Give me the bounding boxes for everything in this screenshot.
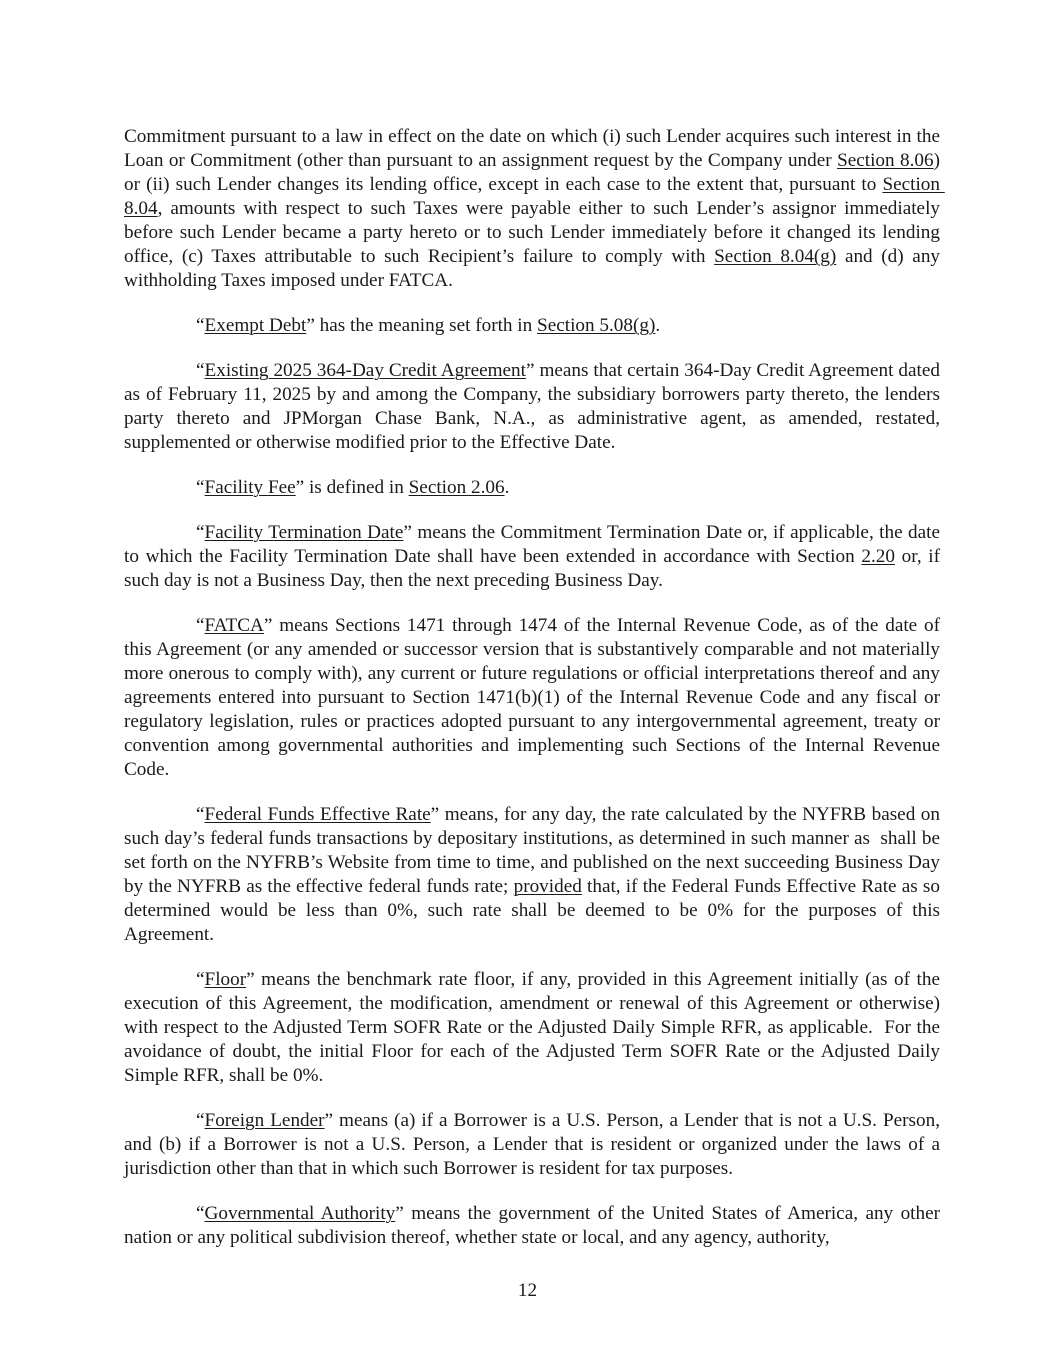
text-run: ” means that certain 364-Day Credit Agreement dated as of February 11, 2025 by and among the Company, the subsidiary borrowers party thereto, the lenders party thereto and JPMorgan Chase Bank, N.A., as administrative agent, as amended, restated, supplemented or otherwise modified prior to the Effective Date.: [124, 360, 945, 453]
defined-term: Facility Termination Date: [204, 522, 404, 543]
text-run: “: [196, 360, 205, 381]
defined-term: Governmental Authority: [204, 1203, 396, 1224]
definition-existing-2025-364-day-credit-agreement: [124, 359, 945, 455]
section-reference: Section 5.08(g): [537, 315, 656, 336]
defined-term: Exempt Debt: [204, 315, 307, 336]
text-run: ” is defined in: [295, 477, 409, 498]
proviso-term: provided: [513, 876, 582, 897]
paragraph-continuation: [124, 125, 945, 293]
text-run: “: [196, 1110, 205, 1131]
document-page: [124, 125, 945, 1271]
text-run: “: [196, 522, 205, 543]
definition-facility-fee: [124, 476, 940, 500]
text-run: “: [196, 315, 205, 336]
text-run: and (d) any withholding Taxes imposed under FATCA.: [124, 246, 945, 291]
text-run: “: [196, 477, 205, 498]
text-run: ) or (ii) such Lender changes its lending office, except in each case to the extent that, pursuant to: [124, 150, 945, 195]
definition-federal-funds-effective-rate: [124, 803, 945, 947]
text-run: that, if the Federal Funds Effective Rate as so determined would be less than 0%, such rate shall be deemed to be 0% for the purposes of this Agreement.: [124, 876, 945, 945]
text-run: ” has the meaning set forth in: [306, 315, 538, 336]
text-run: ” means the Commitment Termination Date or, if applicable, the date to which the Facility Termination Date shall have been extended in accordance with Section: [124, 522, 945, 567]
section-reference: Section 8.06: [837, 150, 934, 171]
text-run: “: [196, 969, 205, 990]
text-run: ” means Sections 1471 through 1474 of the Internal Revenue Code, as of the date of this Agreement (or any amended or successor version that is substantively comparable and not materially more onerous to comply with), any current or future regulations or official interpretations thereof and any agreements entered into pursuant to Section 1471(b)(1) of the Internal Revenue Code and any fiscal or regulatory legislation, rules or practices adopted pursuant to any intergovernmental agreement, treaty or convention among governmental authorities and implementing such Sections of the Internal Revenue Code.: [124, 615, 945, 780]
text-run: ” means the benchmark rate floor, if any, provided in this Agreement initially (as of the execution of this Agreement, the modification, amendment or renewal of this Agreement or otherwise) with respect to the Adjusted Term SOFR Rate or the Adjusted Daily Simple RFR, as applicable. For the avoidance of doubt, the initial Floor for each of the Adjusted Term SOFR Rate or the Adjusted Daily Simple RFR, shall be 0%.: [124, 969, 945, 1086]
defined-term: Floor: [204, 969, 247, 990]
text-run: “: [196, 1203, 205, 1224]
definition-governmental-authority: [124, 1202, 945, 1250]
text-run: ” means, for any day, the rate calculated by the NYFRB based on such day’s federal funds transactions by depositary institutions, as determined in such manner as shall be set forth on the NYFRB’s Website from time to time, and published on the next succeeding Business Day by the NYFRB as the effective federal funds rate;: [124, 804, 945, 897]
defined-term: Federal Funds Effective Rate: [204, 804, 431, 825]
text-run: , amounts with respect to such Taxes were payable either to such Lender’s assignor immediately before such Lender became a party hereto or to such Lender immediately before it changed its lending office, (c) Taxes attributable to such Recipient’s failure to comply with: [124, 198, 945, 267]
text-run: ” means the government of the United States of America, any other nation or any political subdivision thereof, whether state or local, and any agency, authority,: [124, 1203, 945, 1248]
defined-term: Facility Fee: [204, 477, 296, 498]
text-run: .: [655, 315, 661, 336]
text-run: Commitment pursuant to a law in effect on the date on which (i) such Lender acquires such interest in the Loan or Commitment (other than pursuant to an assignment request by the Company under: [124, 126, 945, 171]
text-run: “: [196, 615, 205, 636]
section-reference: Section 2.06: [408, 477, 505, 498]
page-number: 12: [517, 1280, 538, 1301]
text-run: ” means (a) if a Borrower is a U.S. Person, a Lender that is not a U.S. Person, and (b) if a Borrower is not a U.S. Person, a Lender that is resident or organized under the laws of a jurisdiction other than that in which such Borrower is resident for tax purposes.: [124, 1110, 945, 1179]
text-run: or, if such day is not a Business Day, then the next preceding Business Day.: [124, 546, 945, 591]
definition-foreign-lender: [124, 1109, 945, 1181]
definition-floor: [124, 968, 945, 1088]
text-run: “: [196, 804, 205, 825]
text-run: .: [504, 477, 510, 498]
defined-term: FATCA: [204, 615, 264, 636]
section-reference: 2.20: [861, 546, 895, 567]
definition-facility-termination-date: [124, 521, 945, 593]
section-reference: Section 8.04: [124, 174, 945, 219]
defined-term: Foreign Lender: [204, 1110, 325, 1131]
defined-term: Existing 2025 364-Day Credit Agreement: [204, 360, 526, 381]
definition-exempt-debt: [124, 314, 940, 338]
definition-fatca: [124, 614, 945, 782]
section-reference: Section 8.04(g): [714, 246, 837, 267]
